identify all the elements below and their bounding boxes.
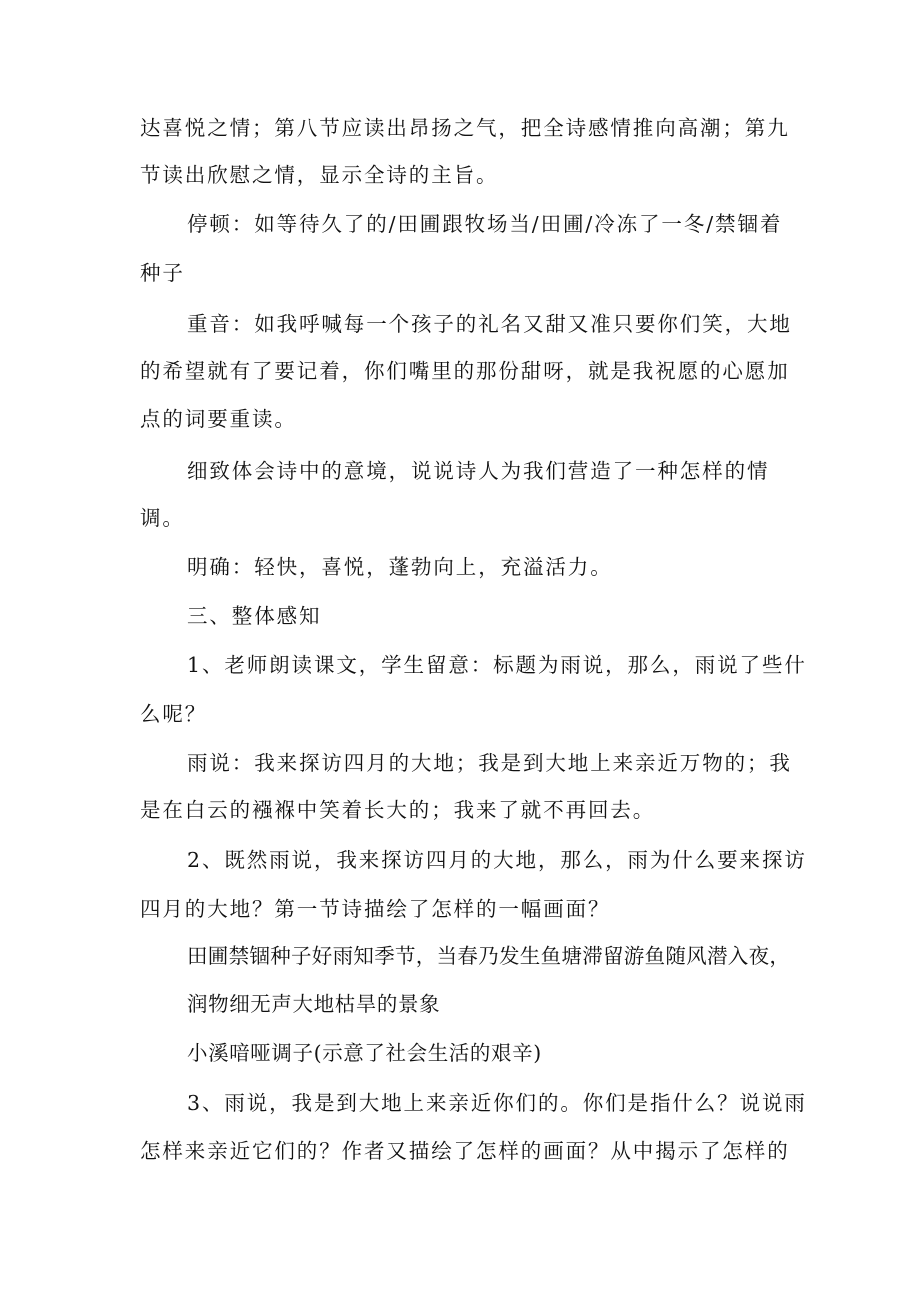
- section-heading: 三、整体感知: [187, 604, 322, 628]
- text-line: 四月的大地？第一节诗描绘了怎样的一幅画面？: [140, 897, 611, 921]
- text-line: 怎样来亲近它们的？作者又描绘了怎样的画面？从中揭示了怎样的: [140, 1139, 790, 1163]
- text-line: 是在白云的襁褓中笑着长大的；我来了就不再回去。: [140, 798, 656, 822]
- text-line: 达喜悦之情；第八节应读出昂扬之气，把全诗感情推向高潮；第九: [140, 116, 790, 140]
- text-line: 调。: [140, 506, 185, 530]
- text-line: 田圃禁锢种子好雨知季节，当春乃发生鱼塘滞留游鱼随风潜入夜，: [187, 944, 791, 968]
- text-line: 节读出欣慰之情，显示全诗的主旨。: [140, 163, 499, 187]
- text-line: 停顿：如等待久了的/田圃跟牧场当/田圃/冷冻了一冬/禁锢着: [187, 212, 783, 236]
- text-line: 么呢？: [140, 702, 208, 726]
- text-line: 明确：轻快，喜悦，蓬勃向上，充溢活力。: [187, 555, 613, 579]
- text-line: 润物细无声大地枯旱的景象: [187, 992, 441, 1016]
- text-line: 点的词要重读。: [140, 407, 297, 431]
- text-line: 1、老师朗读课文，学生留意：标题为雨说，那么，雨说了些什: [187, 653, 807, 677]
- text-line: 小溪喑哑调子(示意了社会生活的艰辛): [187, 1041, 542, 1065]
- text-line: 细致体会诗中的意境，说说诗人为我们营造了一种怎样的情: [187, 459, 770, 483]
- text-line: 的希望就有了要记着，你们嘴里的那份甜呀，就是我祝愿的心愿加: [140, 359, 790, 383]
- text-line: 2、既然雨说，我来探访四月的大地，那么，雨为什么要来探访: [187, 848, 807, 872]
- text-line: 种子: [140, 261, 185, 285]
- text-line: 重音：如我呼喊每一个孩子的礼名又甜又准只要你们笑，大地: [187, 312, 792, 336]
- text-line: 3、雨说，我是到大地上来亲近你们的。你们是指什么？说说雨: [187, 1091, 807, 1115]
- text-line: 雨说：我来探访四月的大地；我是到大地上来亲近万物的；我: [187, 751, 792, 775]
